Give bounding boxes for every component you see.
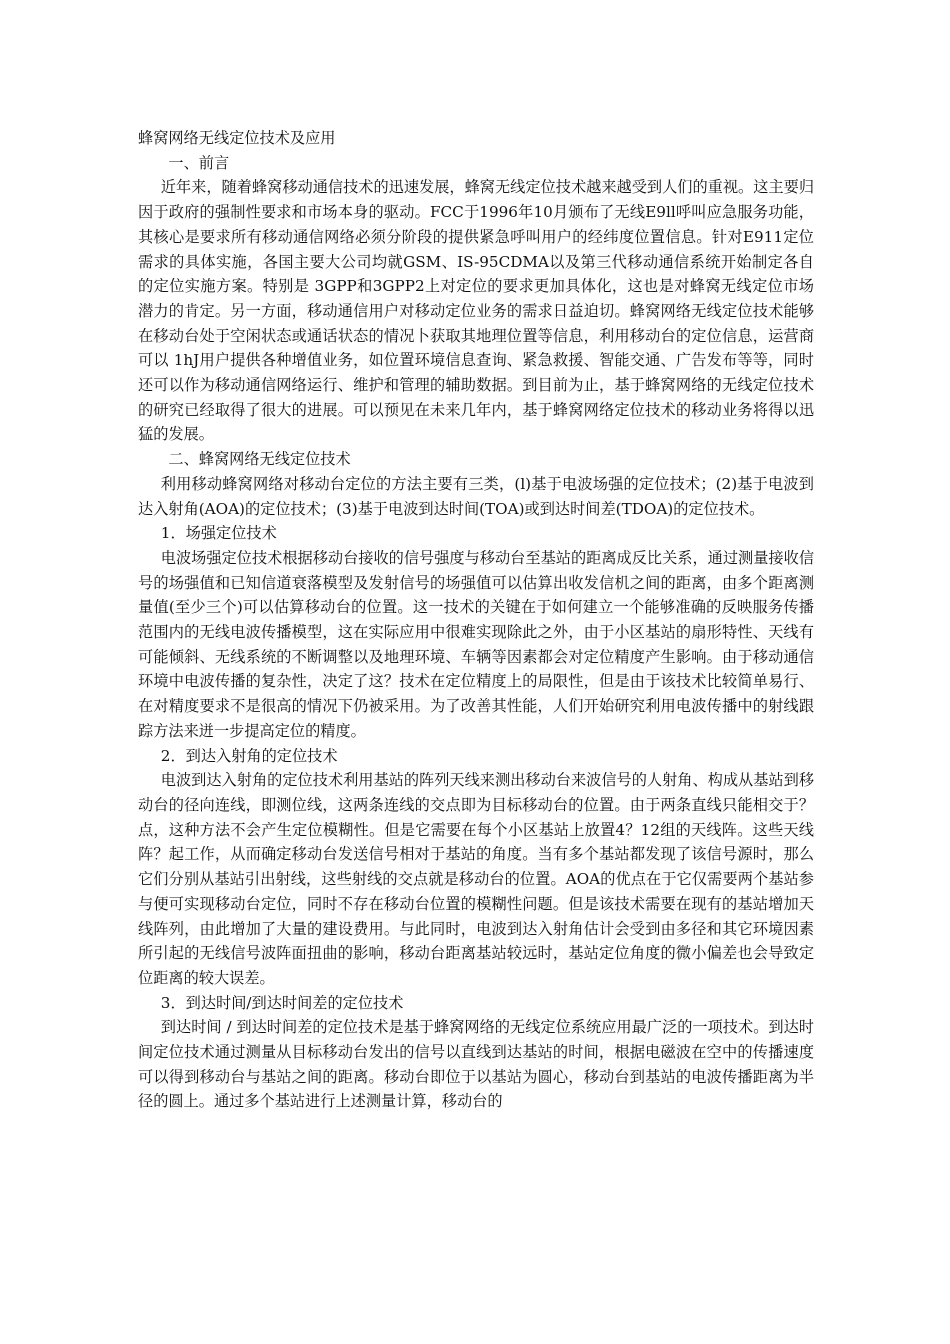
paragraph-signal-strength: 电波场强定位技术根据移动台接收的信号强度与移动台至基站的距离成反比关系，通过测量接收信号的场强值和已知信道衰落模型及发射信号的场强值可以估算出收发信机之间的距离，由多个距离测量值(至少三个)可以估算移动台的位置。这一技术的关键在于如何建立一个能够准确的反映服务传播范围内的无线电波传播模型，这在实际应用中很难实现除此之外，由于小区基站的扇形特性、天线有可能倾斜、无线系统的不断调整以及地理环境、车辆等因素都会对定位精度产生影响。由于移动通信环境中电波传播的复杂性，决定了这？技术在定位精度上的局限性，但是由于该技术比较简单易行、在对精度要求不是很高的情况下仍被采用。为了改善其性能，人们开始研究利用电波传播中的射线跟踪方法来迸一步提高定位的精度。 [138, 548, 814, 740]
document-page [138, 126, 814, 1114]
subsection-heading-toa-tdoa: 3．到达时间/到达时间差的定位技术 [160, 993, 404, 1012]
paragraph-aoa: 电波到达入射角的定位技术利用基站的阵列天线来测出移动台来波信号的人射角、构成从基站到移动台的径向连线，即测位线，这两条连线的交点即为目标移动台的位置。由于两条直线只能相交于？点，这种方法不会产生定位模糊性。但是它需要在每个小区基站上放置4？12组的天线阵。这些天线阵？起工作，从而确定移动台发送信号相对于基站的角度。当有多个基站都发现了该信号源时，那么它们分别从基站引出射线，这些射线的交点就是移动台的位置。AOA的优点在于它仅需要两个基站参与便可实现移动台定位，同时不存在移动台位置的模糊性问题。但是该技术需要在现有的基站增加天线阵列，由此增加了大量的建设费用。与此同时，电波到达入射角估计会受到由多径和其它环境因素所引起的无线信号波阵面扭曲的影响，移动台距离基站较远时，基站定位角度的微小偏差也会导致定位距离的较大误差。 [138, 771, 814, 987]
document-title: 蜂窝网络无线定位技术及应用 [138, 129, 336, 147]
paragraph-toa-tdoa: 到达时间 / 到达时间差的定位技术是基于蜂窝网络的无线定位系统应用最广泛的一项技术。到达时间定位技术通过测量从目标移动台发出的信号以直线到达基站的时间，根据电磁波在空中的传播速度可以得到移动台与基站之间的距离。移动台即位于以基站为圆心，移动台到基站的电波传播距离为半径的圆上。通过多个基站进行上述测量计算，移动台的 [138, 1018, 814, 1111]
subsection-heading-aoa: 2．到达入射角的定位技术 [160, 746, 338, 765]
section-heading-preface: 一、前言 [168, 153, 230, 172]
paragraph-preface: 近年来，随着蜂窝移动通信技术的迅速发展，蜂窝无线定位技术越来越受到人们的重视。这主要归因于政府的强制性要求和市场本身的驱动。FCC于1996年10月颁布了无线E9ll呼叫应急服务功能，其核心是要求所有移动通信网络必须分阶段的提供紧急呼叫用户的经纬度位置信息。针对E911定位需求的具体实施，各国主要大公司均就GSM、IS-95CDMA以及第三代移动通信系统开始制定各自的定位实施方案。特别是 3GPP和3GPP2上对定位的要求更加具体化，这也是对蜂窝无线定位市场潜力的肯定。另一方面，移动通信用户对移动定位业务的需求日益迫切。蜂窝网络无线定位技术能够在移动台处于空闲状态或通话状态的情况卜获取其地理位置等信息，利用移动台的定位信息，运营商可以 1hJ用户提供各种增值业务，如位置环境信息查询、紧急救援、智能交通、广告发布等等，同时还可以作为移动通信网络运行、维护和管理的辅助数据。到目前为止，基于蜂窝网络的无线定位技术的研究已经取得了很大的进展。可以预见在未来几年内，基于蜂窝网络定位技术的移动业务将得以迅猛的发展。 [138, 178, 814, 444]
paragraph-techniques-intro: 利用移动蜂窝网络对移动台定位的方法主要有三类，(l)基于电波场强的定位技术；(2)基于电波到达入射角(AOA)的定位技术；(3)基于电波到达时间(TOA)或到达时间差(TDOA)的定位技术。 [138, 474, 814, 518]
subsection-heading-signal-strength: 1．场强定位技术 [160, 524, 277, 543]
section-heading-techniques: 二、蜂窝网络无线定位技术 [168, 450, 351, 469]
